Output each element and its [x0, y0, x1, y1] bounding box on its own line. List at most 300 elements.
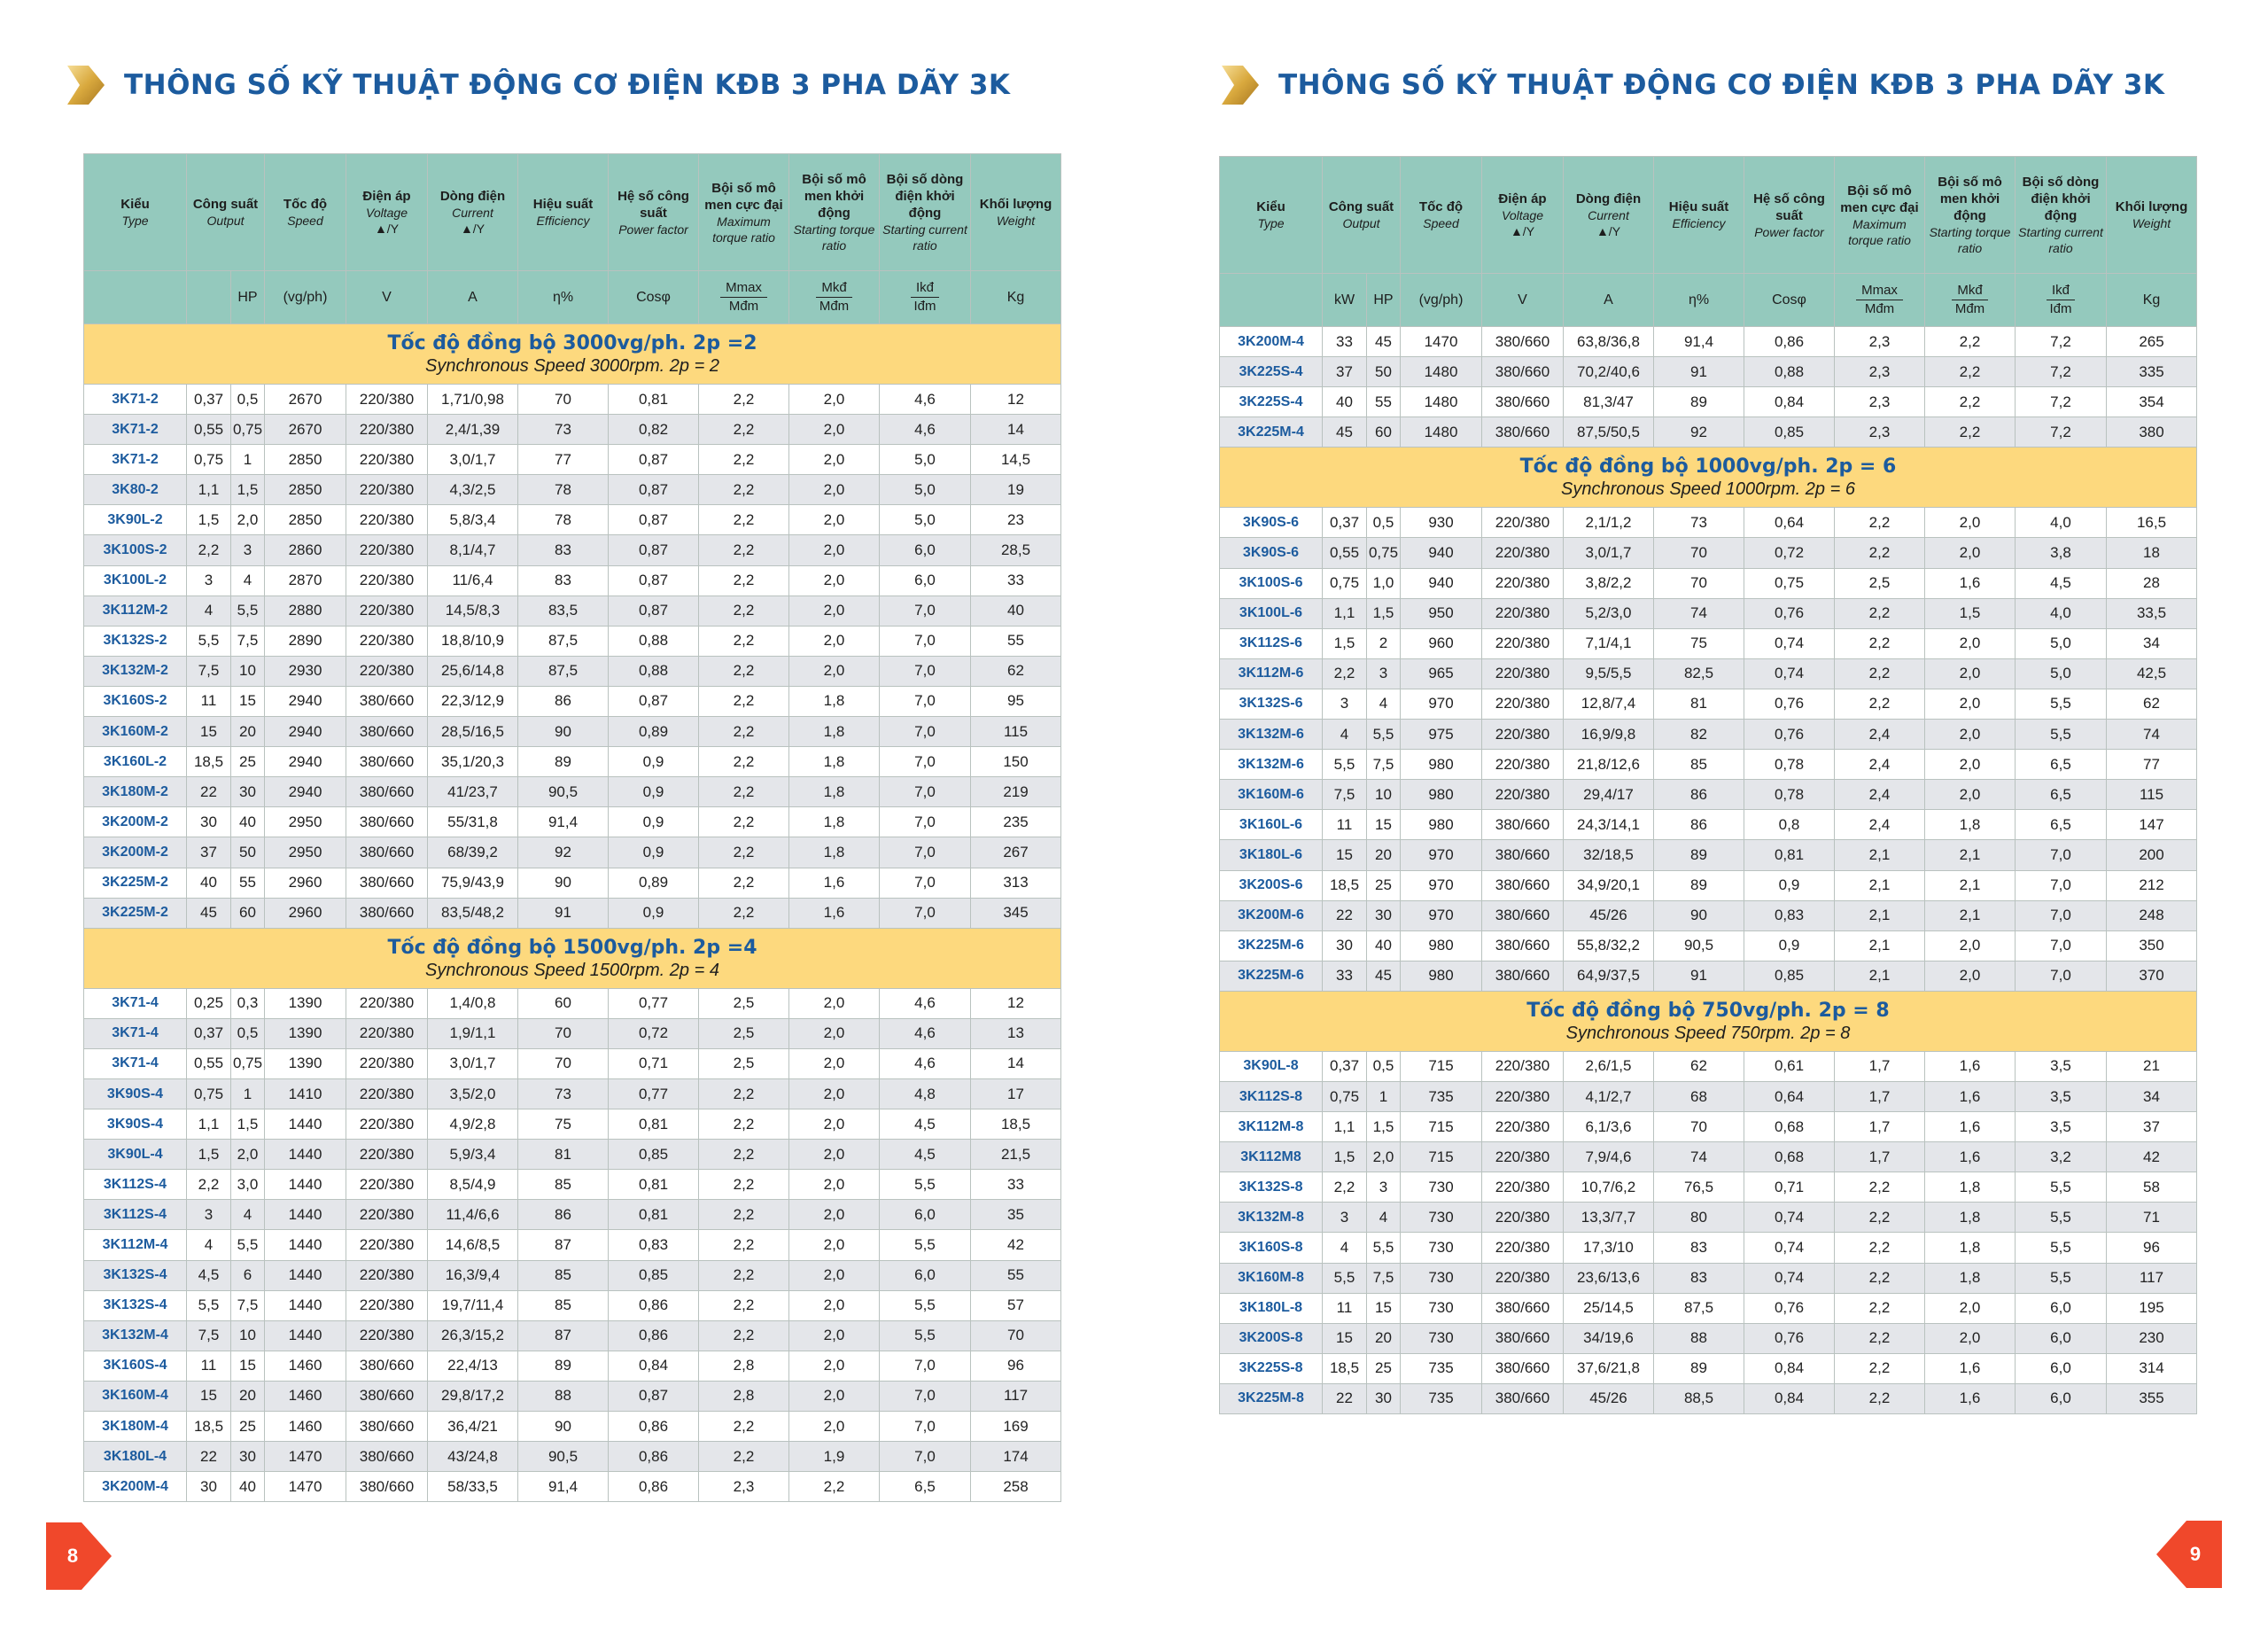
value-cell: 2,2	[789, 1472, 880, 1502]
value-cell: 23,6/13,6	[1564, 1263, 1654, 1293]
table-row	[84, 1320, 1061, 1351]
unit-cell: Kg	[2107, 274, 2197, 327]
section-title	[1220, 448, 2197, 508]
value-cell: 2,0	[789, 1048, 880, 1078]
value-cell: 1,5	[1367, 598, 1401, 628]
value-cell: 7,0	[880, 1442, 971, 1472]
value-cell: 5,5	[1367, 1233, 1401, 1263]
value-cell: 0,75	[1323, 568, 1367, 598]
value-cell: 2960	[265, 898, 346, 928]
table-row	[84, 1078, 1061, 1109]
value-cell: 28,5/16,5	[428, 717, 518, 747]
value-cell: 3	[231, 535, 265, 565]
value-cell: 0,87	[609, 596, 699, 626]
header-cell	[1220, 157, 1323, 274]
value-cell: 86	[518, 686, 609, 716]
value-cell: 4,6	[880, 988, 971, 1018]
value-cell: 1470	[265, 1472, 346, 1502]
value-cell: 220/380	[346, 1230, 428, 1260]
header-label-en: Voltage	[1502, 208, 1543, 222]
table-row	[1220, 628, 2197, 658]
value-cell: 62	[1654, 1051, 1744, 1081]
section-header	[84, 324, 1061, 385]
value-cell: 2,5	[1835, 568, 1925, 598]
value-cell: 40	[1367, 930, 1401, 961]
value-cell: 730	[1401, 1172, 1482, 1203]
value-cell: 380/660	[346, 807, 428, 837]
value-cell: 2,2	[1925, 357, 2016, 387]
value-cell: 380/660	[1482, 930, 1564, 961]
chevron-logo-icon	[1216, 62, 1262, 108]
value-cell: 88	[518, 1381, 609, 1411]
value-cell: 980	[1401, 961, 1482, 991]
value-cell: 85	[518, 1290, 609, 1320]
value-cell: 0,86	[609, 1442, 699, 1472]
value-cell: 735	[1401, 1383, 1482, 1413]
value-cell: 0,64	[1744, 508, 1835, 538]
motor-type-cell: 3K200S-8	[1220, 1323, 1323, 1353]
header-label: Tốc độ	[1418, 199, 1464, 214]
value-cell: 220/380	[1482, 1263, 1564, 1293]
value-cell: 1,6	[1925, 1081, 2016, 1111]
value-cell: 33	[1323, 327, 1367, 357]
value-cell: 3,2	[2016, 1142, 2107, 1172]
value-cell: 220/380	[346, 565, 428, 596]
value-cell: 95	[971, 686, 1061, 716]
motor-type-cell: 3K160S-4	[84, 1351, 187, 1381]
section-header	[1220, 991, 2197, 1051]
value-cell: 2,0	[1925, 508, 2016, 538]
unit-cell	[789, 271, 880, 324]
value-cell: 2,2	[1835, 1323, 1925, 1353]
value-cell: 11	[1323, 1293, 1367, 1323]
value-cell: 0,37	[187, 385, 231, 415]
value-cell: 10	[231, 1320, 265, 1351]
value-cell: 220/380	[346, 1109, 428, 1140]
value-cell: 2	[1367, 628, 1401, 658]
motor-type-cell: 3K225M-6	[1220, 961, 1323, 991]
value-cell: 7,0	[2016, 900, 2107, 930]
header-label-en: Weight	[996, 214, 1036, 228]
table-row	[84, 1260, 1061, 1290]
value-cell: 7,0	[880, 1351, 971, 1381]
header-label: Kiểu	[120, 197, 150, 212]
value-cell: 40	[231, 807, 265, 837]
value-cell: 345	[971, 898, 1061, 928]
table-row	[84, 445, 1061, 475]
value-cell: 33	[971, 565, 1061, 596]
value-cell: 22	[1323, 1383, 1367, 1413]
value-cell: 1,6	[789, 868, 880, 898]
value-cell: 22	[187, 1442, 231, 1472]
value-cell: 1,6	[1925, 1142, 2016, 1172]
motor-type-cell: 3K71-4	[84, 988, 187, 1018]
motor-type-cell: 3K180L-4	[84, 1442, 187, 1472]
header-label-en: Output	[1342, 216, 1380, 230]
motor-type-cell: 3K100L-2	[84, 565, 187, 596]
value-cell: 5,0	[880, 445, 971, 475]
value-cell: 380/660	[1482, 1353, 1564, 1383]
table-row	[1220, 1293, 2197, 1323]
value-cell: 2,2	[699, 1442, 789, 1472]
unit-cell: (vg/ph)	[1401, 274, 1482, 327]
table-row	[84, 505, 1061, 535]
value-cell: 1480	[1401, 357, 1482, 387]
value-cell: 1,8	[1925, 1233, 2016, 1263]
value-cell: 88	[1654, 1323, 1744, 1353]
unit-cell	[187, 271, 231, 324]
table-row	[1220, 870, 2197, 900]
value-cell: 5,5	[2016, 720, 2107, 750]
motor-type-cell: 3K112S-6	[1220, 628, 1323, 658]
value-cell: 2,2	[1835, 1263, 1925, 1293]
table-row	[84, 1290, 1061, 1320]
value-cell: 2,2	[699, 1140, 789, 1170]
value-cell: 11	[187, 686, 231, 716]
value-cell: 2940	[265, 747, 346, 777]
value-cell: 0,74	[1744, 628, 1835, 658]
value-cell: 86	[1654, 810, 1744, 840]
ratio-numerator: Mkđ	[1952, 282, 1987, 300]
value-cell: 7,0	[880, 837, 971, 868]
motor-type-cell: 3K112M-2	[84, 596, 187, 626]
value-cell: 2,2	[699, 445, 789, 475]
value-cell: 0,75	[187, 1078, 231, 1109]
value-cell: 6,1/3,6	[1564, 1112, 1654, 1142]
header-cell	[880, 154, 971, 271]
table-row	[84, 807, 1061, 837]
value-cell: 380/660	[1482, 961, 1564, 991]
value-cell: 1,6	[1925, 568, 2016, 598]
value-cell: 15	[187, 1381, 231, 1411]
value-cell: 3,0/1,7	[428, 1048, 518, 1078]
value-cell: 19	[971, 475, 1061, 505]
value-cell: 2,2	[1323, 1172, 1367, 1203]
value-cell: 7,0	[880, 1412, 971, 1442]
value-cell: 5,2/3,0	[1564, 598, 1654, 628]
value-cell: 0,89	[609, 868, 699, 898]
value-cell: 1,8	[789, 717, 880, 747]
value-cell: 2,2	[699, 747, 789, 777]
motor-type-cell: 3K132S-4	[84, 1260, 187, 1290]
value-cell: 40	[1323, 387, 1367, 417]
value-cell: 0,9	[609, 777, 699, 807]
value-cell: 235	[971, 807, 1061, 837]
value-cell: 2,0	[1925, 1323, 2016, 1353]
value-cell: 380/660	[1482, 900, 1564, 930]
value-cell: 730	[1401, 1263, 1482, 1293]
value-cell: 7,0	[880, 777, 971, 807]
value-cell: 0,75	[1367, 538, 1401, 568]
value-cell: 45/26	[1564, 900, 1654, 930]
value-cell: 7,2	[2016, 417, 2107, 448]
value-cell: 380/660	[1482, 1293, 1564, 1323]
header-cell	[518, 154, 609, 271]
page-title-left	[62, 64, 1010, 106]
value-cell: 220/380	[1482, 689, 1564, 719]
header-label: Công suất	[1328, 199, 1394, 214]
unit-cell	[699, 271, 789, 324]
value-cell: 1390	[265, 988, 346, 1018]
value-cell: 2,1	[1835, 930, 1925, 961]
value-cell: 220/380	[346, 1260, 428, 1290]
value-cell: 1,4/0,8	[428, 988, 518, 1018]
table-row	[84, 1140, 1061, 1170]
value-cell: 28,5	[971, 535, 1061, 565]
value-cell: 4	[1367, 689, 1401, 719]
unit-cell	[1835, 274, 1925, 327]
value-cell: 0,74	[1744, 1263, 1835, 1293]
motor-type-cell: 3K90S-6	[1220, 508, 1323, 538]
value-cell: 220/380	[1482, 780, 1564, 810]
value-cell: 87,5	[518, 626, 609, 656]
value-cell: 89	[1654, 840, 1744, 870]
value-cell: 78	[518, 505, 609, 535]
value-cell: 30	[1367, 900, 1401, 930]
value-cell: 4,6	[880, 1018, 971, 1048]
value-cell: 4,9/2,8	[428, 1109, 518, 1140]
value-cell: 55,8/32,2	[1564, 930, 1654, 961]
value-cell: 355	[2107, 1383, 2197, 1413]
value-cell: 25	[231, 747, 265, 777]
unit-cell: HP	[1367, 274, 1401, 327]
table-row	[84, 385, 1061, 415]
value-cell: 55	[971, 626, 1061, 656]
value-cell: 220/380	[1482, 1142, 1564, 1172]
value-cell: 2,0	[789, 988, 880, 1018]
motor-type-cell: 3K225M-8	[1220, 1383, 1323, 1413]
value-cell: 91	[1654, 961, 1744, 991]
value-cell: 0,76	[1744, 1293, 1835, 1323]
value-cell: 37	[187, 837, 231, 868]
value-cell: 33	[1323, 961, 1367, 991]
value-cell: 11	[187, 1351, 231, 1381]
value-cell: 7,0	[2016, 870, 2107, 900]
value-cell: 2,2	[699, 868, 789, 898]
value-cell: 380/660	[1482, 357, 1564, 387]
value-cell: 15	[1367, 1293, 1401, 1323]
value-cell: 0,82	[609, 415, 699, 445]
value-cell: 16,9/9,8	[1564, 720, 1654, 750]
value-cell: 0,85	[609, 1140, 699, 1170]
value-cell: 975	[1401, 720, 1482, 750]
table-row	[84, 1442, 1061, 1472]
value-cell: 5,5	[2016, 689, 2107, 719]
motor-type-cell: 3K71-2	[84, 415, 187, 445]
value-cell: 70	[1654, 568, 1744, 598]
chevron-logo-icon	[62, 62, 108, 108]
value-cell: 1,7	[1835, 1142, 1925, 1172]
table-row	[84, 535, 1061, 565]
value-cell: 6,5	[880, 1472, 971, 1502]
ratio-denominator: Mđm	[1954, 301, 1985, 316]
value-cell: 25	[1367, 1353, 1401, 1383]
value-cell: 10	[231, 656, 265, 686]
value-cell: 2,2	[699, 1260, 789, 1290]
value-cell: 21	[2107, 1051, 2197, 1081]
value-cell: 91,4	[1654, 327, 1744, 357]
header-symbol: ▲/Y	[460, 222, 485, 236]
value-cell: 380/660	[1482, 1383, 1564, 1413]
value-cell: 60	[518, 988, 609, 1018]
value-cell: 0,74	[1744, 1203, 1835, 1233]
value-cell: 2,2	[699, 1320, 789, 1351]
motor-type-cell: 3K225M-4	[1220, 417, 1323, 448]
value-cell: 76,5	[1654, 1172, 1744, 1203]
value-cell: 4	[1323, 1233, 1367, 1263]
value-cell: 64,9/37,5	[1564, 961, 1654, 991]
value-cell: 2,0	[789, 1200, 880, 1230]
value-cell: 63,8/36,8	[1564, 327, 1654, 357]
value-cell: 4,3/2,5	[428, 475, 518, 505]
value-cell: 220/380	[1482, 750, 1564, 780]
value-cell: 90,5	[518, 777, 609, 807]
value-cell: 220/380	[1482, 1233, 1564, 1263]
value-cell: 25/14,5	[1564, 1293, 1654, 1323]
ratio-numerator: Ikđ	[2047, 282, 2075, 300]
value-cell: 1	[231, 445, 265, 475]
value-cell: 7,5	[1323, 780, 1367, 810]
value-cell: 91,4	[518, 1472, 609, 1502]
value-cell: 6,0	[2016, 1323, 2107, 1353]
value-cell: 5,5	[2016, 1263, 2107, 1293]
ratio-denominator: Iđm	[913, 299, 936, 314]
value-cell: 16,5	[2107, 508, 2197, 538]
value-cell: 6,0	[2016, 1293, 2107, 1323]
header-label-en: Type	[1257, 216, 1285, 230]
value-cell: 5,0	[2016, 658, 2107, 689]
value-cell: 2,2	[699, 626, 789, 656]
value-cell: 0,81	[609, 1170, 699, 1200]
value-cell: 0,81	[609, 1200, 699, 1230]
value-cell: 314	[2107, 1353, 2197, 1383]
value-cell: 1,1	[1323, 598, 1367, 628]
value-cell: 1440	[265, 1260, 346, 1290]
value-cell: 0,83	[1744, 900, 1835, 930]
header-label: Bội số mô men cực đại	[704, 180, 783, 213]
value-cell: 2,2	[1925, 387, 2016, 417]
value-cell: 5,5	[2016, 1172, 2107, 1203]
header-label: Điện áp	[362, 189, 411, 204]
value-cell: 91	[1654, 357, 1744, 387]
value-cell: 25	[1367, 870, 1401, 900]
value-cell: 0,88	[609, 656, 699, 686]
header-label-en: Output	[206, 214, 245, 228]
value-cell: 0,55	[1323, 538, 1367, 568]
value-cell: 92	[518, 837, 609, 868]
value-cell: 380/660	[1482, 810, 1564, 840]
page-badge-right	[2155, 1519, 2225, 1590]
motor-type-cell: 3K100S-6	[1220, 568, 1323, 598]
section-title-vi: Tốc độ đồng bộ 3000vg/ph. 2p =2	[387, 332, 757, 354]
value-cell: 380/660	[1482, 870, 1564, 900]
value-cell: 2,0	[789, 1230, 880, 1260]
value-cell: 18,5	[187, 1412, 231, 1442]
table-row	[84, 837, 1061, 868]
motor-type-cell: 3K200M-4	[1220, 327, 1323, 357]
value-cell: 70	[518, 385, 609, 415]
value-cell: 0,9	[1744, 870, 1835, 900]
value-cell: 2,2	[699, 1230, 789, 1260]
ratio-fraction	[1952, 282, 1987, 318]
value-cell: 7,5	[231, 626, 265, 656]
value-cell: 220/380	[346, 1290, 428, 1320]
value-cell: 6,5	[2016, 810, 2107, 840]
value-cell: 0,5	[1367, 508, 1401, 538]
value-cell: 5,5	[880, 1290, 971, 1320]
value-cell: 220/380	[346, 415, 428, 445]
table-row	[1220, 810, 2197, 840]
value-cell: 83	[518, 565, 609, 596]
unit-cell: Cosφ	[609, 271, 699, 324]
value-cell: 7,0	[880, 747, 971, 777]
table-row	[1220, 750, 2197, 780]
table-row	[84, 1381, 1061, 1411]
value-cell: 0,37	[1323, 508, 1367, 538]
value-cell: 735	[1401, 1081, 1482, 1111]
value-cell: 43/24,8	[428, 1442, 518, 1472]
value-cell: 1,9	[789, 1442, 880, 1472]
value-cell: 7,0	[2016, 930, 2107, 961]
header-cell	[84, 154, 187, 271]
value-cell: 0,81	[609, 1109, 699, 1140]
value-cell: 1410	[265, 1078, 346, 1109]
value-cell: 5,0	[880, 505, 971, 535]
table-row	[84, 626, 1061, 656]
unit-cell	[1220, 274, 1323, 327]
value-cell: 74	[1654, 598, 1744, 628]
value-cell: 220/380	[346, 656, 428, 686]
value-cell: 2,2	[1835, 1293, 1925, 1323]
motor-type-cell: 3K200M-2	[84, 807, 187, 837]
value-cell: 2,2	[1835, 598, 1925, 628]
title-text: THÔNG SỐ KỸ THUẬT ĐỘNG CƠ ĐIỆN KĐB 3 PHA DÃY 3K	[1278, 69, 2165, 101]
value-cell: 0,87	[609, 686, 699, 716]
value-cell: 1480	[1401, 387, 1482, 417]
value-cell: 0,5	[1367, 1051, 1401, 1081]
ratio-numerator: Mmax	[1856, 282, 1903, 300]
value-cell: 380/660	[346, 898, 428, 928]
value-cell: 5,8/3,4	[428, 505, 518, 535]
value-cell: 36,4/21	[428, 1412, 518, 1442]
motor-type-cell: 3K225S-4	[1220, 387, 1323, 417]
value-cell: 7,0	[2016, 840, 2107, 870]
value-cell: 7,0	[880, 656, 971, 686]
value-cell: 2,3	[1835, 387, 1925, 417]
value-cell: 0,9	[609, 837, 699, 868]
value-cell: 220/380	[346, 596, 428, 626]
table-row	[1220, 689, 2197, 719]
value-cell: 7,2	[2016, 357, 2107, 387]
value-cell: 7,9/4,6	[1564, 1142, 1654, 1172]
value-cell: 0,68	[1744, 1142, 1835, 1172]
value-cell: 117	[971, 1381, 1061, 1411]
value-cell: 6,0	[2016, 1383, 2107, 1413]
value-cell: 313	[971, 868, 1061, 898]
value-cell: 33,5	[2107, 598, 2197, 628]
value-cell: 37,6/21,8	[1564, 1353, 1654, 1383]
value-cell: 14,6/8,5	[428, 1230, 518, 1260]
table-row	[1220, 961, 2197, 991]
value-cell: 62	[2107, 689, 2197, 719]
value-cell: 3,5	[2016, 1112, 2107, 1142]
value-cell: 2,0	[789, 1260, 880, 1290]
motor-type-cell: 3K132M-8	[1220, 1203, 1323, 1233]
value-cell: 1440	[265, 1170, 346, 1200]
value-cell: 380/660	[1482, 417, 1564, 448]
value-cell: 2,0	[789, 656, 880, 686]
motor-type-cell: 3K90S-6	[1220, 538, 1323, 568]
